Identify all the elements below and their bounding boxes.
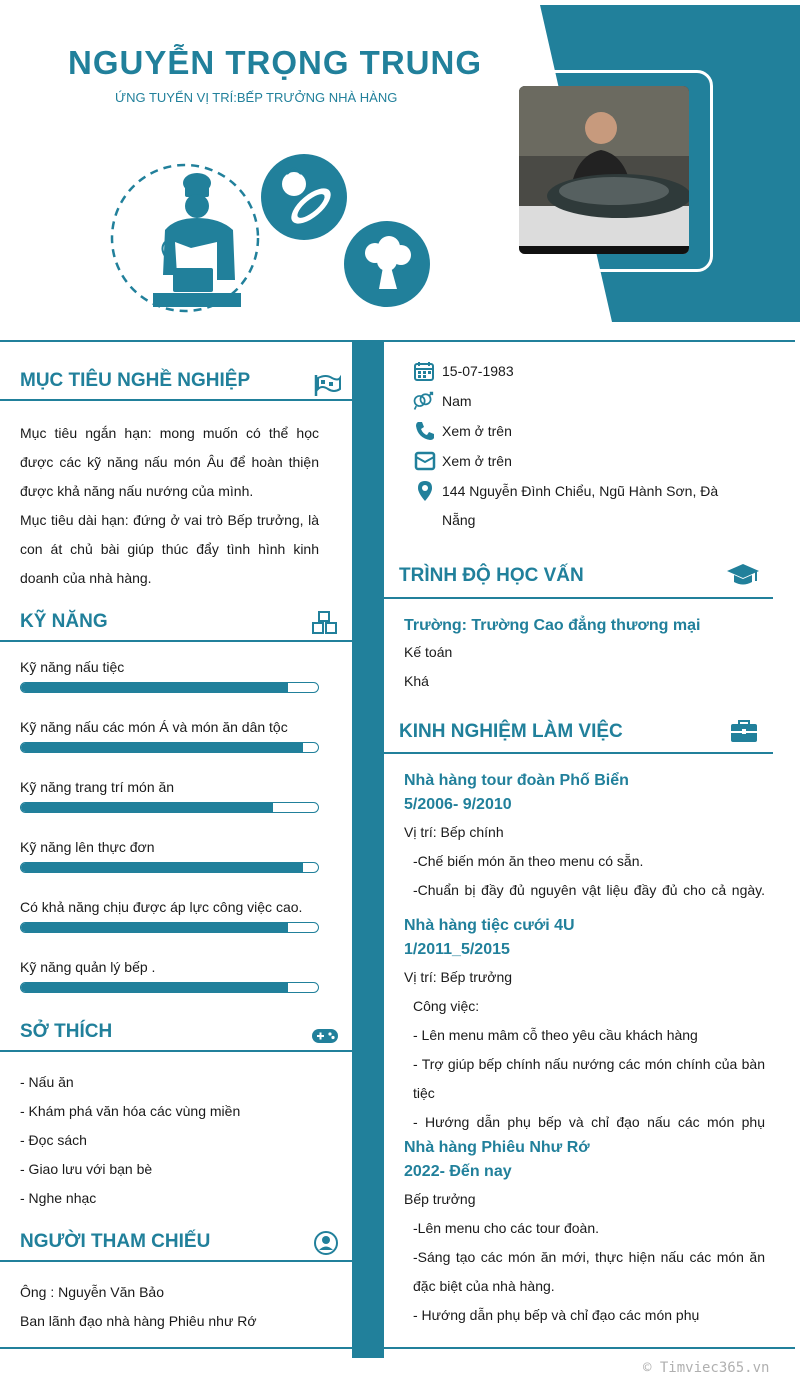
skill-level-fill	[21, 683, 288, 692]
skill-level-fill	[21, 803, 273, 812]
skill-label: Kỹ năng lên thực đơn	[20, 839, 155, 855]
hobbies-title: SỞ THÍCH	[20, 1021, 113, 1042]
job-role: Vị trí: Bếp trưởng	[404, 969, 513, 985]
job-title: ỨNG TUYỂN VỊ TRÍ:BẾP TRƯỞNG NHÀ HÀNG	[115, 90, 398, 105]
user-circle-icon	[312, 1230, 342, 1256]
job-company: Nhà hàng tour đoàn Phố Biển	[404, 772, 629, 789]
skill-level-fill	[21, 743, 303, 752]
job-duty-line: - Lên menu mâm cỗ theo yêu cầu khách hàng	[413, 1027, 698, 1043]
objective-title: MỤC TIÊU NGHỀ NGHIỆP	[20, 370, 251, 391]
cubes-icon	[310, 610, 340, 636]
birthday-value: 15-07-1983	[442, 363, 514, 379]
vegetables-icon	[259, 154, 349, 244]
phone-value: Xem ở trên	[442, 423, 512, 439]
top-divider	[0, 340, 795, 342]
job-period: 2022- Đến nay	[404, 1163, 512, 1180]
chef-illustration	[105, 150, 265, 330]
phone-icon	[414, 420, 436, 442]
education-title: TRÌNH ĐỘ HỌC VẤN	[399, 565, 584, 586]
skill-level-bar	[20, 862, 319, 873]
experience-title: KINH NGHIỆM LÀM VIỆC	[399, 721, 623, 742]
skill-level-bar	[20, 682, 319, 693]
location-icon	[414, 480, 436, 502]
skill-label: Kỹ năng trang trí món ăn	[20, 779, 175, 795]
experience-underline	[384, 752, 773, 754]
skill-level-bar	[20, 802, 319, 813]
job-role: Vị trí: Bếp chính	[404, 824, 504, 840]
objective-short-term: Mục tiêu ngắn hạn: mong muốn có thể học được các kỹ năng nấu món Âu để hoàn thiện được khả năng nấu nướng của mình.	[20, 425, 319, 499]
skill-label: Kỹ năng quản lý bếp .	[20, 959, 156, 975]
hobby-item: - Đọc sách	[20, 1132, 87, 1148]
education-major: Kế toán	[404, 644, 453, 660]
skill-label: Kỹ năng nấu các món Á và món ăn dân tộc	[20, 719, 288, 735]
job-duty-line: -Lên menu cho các tour đoàn.	[413, 1220, 600, 1236]
skill-level-fill	[21, 863, 303, 872]
gender-value: Nam	[442, 393, 472, 409]
job-duty-line: - Hướng dẫn phụ bếp và chỉ đạo các món phụ	[413, 1307, 700, 1323]
calendar-icon	[413, 360, 435, 382]
job-duty-line: -Chế biến món ăn theo menu có sẵn.	[413, 853, 644, 869]
job-period: 1/2011_5/2015	[404, 941, 510, 958]
references-title: NGƯỜI THAM CHIẾU	[20, 1231, 211, 1252]
address-line2: Nẵng	[442, 512, 476, 528]
flag-icon	[312, 372, 342, 398]
skill-level-fill	[21, 923, 288, 932]
skill-level-bar	[20, 982, 319, 993]
reference-position: Ban lãnh đạo nhà hàng Phiêu như Rớ	[20, 1313, 257, 1329]
job-duty-line: -Chuẩn bị đầy đủ nguyên vật liệu đầy đủ cho cả ngày.	[413, 882, 765, 898]
skill-label: Kỹ năng nấu tiệc	[20, 659, 125, 675]
email-icon	[414, 450, 436, 472]
hobby-item: - Nghe nhạc	[20, 1190, 97, 1206]
hobby-item: - Nấu ăn	[20, 1074, 74, 1090]
education-school: Trường: Trường Cao đẳng thương mại	[404, 617, 701, 634]
skill-level-fill	[21, 983, 288, 992]
hobbies-underline	[0, 1050, 352, 1052]
references-underline	[0, 1260, 352, 1262]
skill-label: Có khả năng chịu được áp lực công việc cao.	[20, 899, 303, 915]
objective-underline	[0, 399, 352, 401]
job-duty-line: Công việc:	[413, 998, 480, 1014]
broccoli-icon	[343, 221, 433, 311]
job-duty-line: - Trợ giúp bếp chính nấu nướng các món chính của bàn	[413, 1056, 765, 1072]
objective-long-term: Mục tiêu dài hạn: đứng ở vai trò Bếp trưởng, là con át chủ bài giúp thúc đẩy tình hình kinh doanh của nhà hàng.	[20, 512, 319, 586]
education-grade: Khá	[404, 673, 429, 689]
reference-name: Ông : Nguyễn Văn Bảo	[20, 1284, 164, 1300]
job-duty-line: đặc biệt của nhà hàng.	[413, 1278, 555, 1294]
job-duty-line: -Sáng tạo các món ăn mới, thực hiện nấu các món ăn	[413, 1249, 765, 1265]
skill-level-bar	[20, 742, 319, 753]
candidate-name: NGUYỄN TRỌNG TRUNG	[68, 44, 482, 81]
job-duty-line: - Hướng dẫn phụ bếp và chỉ đạo nấu các món phụ	[413, 1114, 765, 1130]
gender-icon	[412, 390, 434, 412]
hobby-item: - Giao lưu với bạn bè	[20, 1161, 153, 1177]
skills-title: KỸ NĂNG	[20, 611, 108, 632]
briefcase-icon	[729, 718, 759, 744]
skill-level-bar	[20, 922, 319, 933]
skills-underline	[0, 640, 352, 642]
gamepad-icon	[310, 1023, 340, 1049]
education-underline	[384, 597, 773, 599]
address-line1: 144 Nguyễn Đình Chiểu, Ngũ Hành Sơn, Đà	[442, 483, 719, 499]
job-company: Nhà hàng Phiêu Như Rớ	[404, 1139, 590, 1156]
email-value: Xem ở trên	[442, 453, 512, 469]
job-period: 5/2006- 9/2010	[404, 796, 512, 813]
hobby-item: - Khám phá văn hóa các vùng miền	[20, 1103, 241, 1119]
job-duty-line: tiệc	[413, 1085, 435, 1101]
job-company: Nhà hàng tiệc cưới 4U	[404, 917, 575, 934]
graduation-cap-icon	[726, 562, 760, 588]
copyright-footer: © Timviec365.vn	[643, 1360, 770, 1376]
bottom-divider	[0, 1347, 795, 1349]
center-column-bar	[352, 340, 384, 1358]
job-role: Bếp trưởng	[404, 1191, 476, 1207]
candidate-photo	[519, 86, 689, 254]
